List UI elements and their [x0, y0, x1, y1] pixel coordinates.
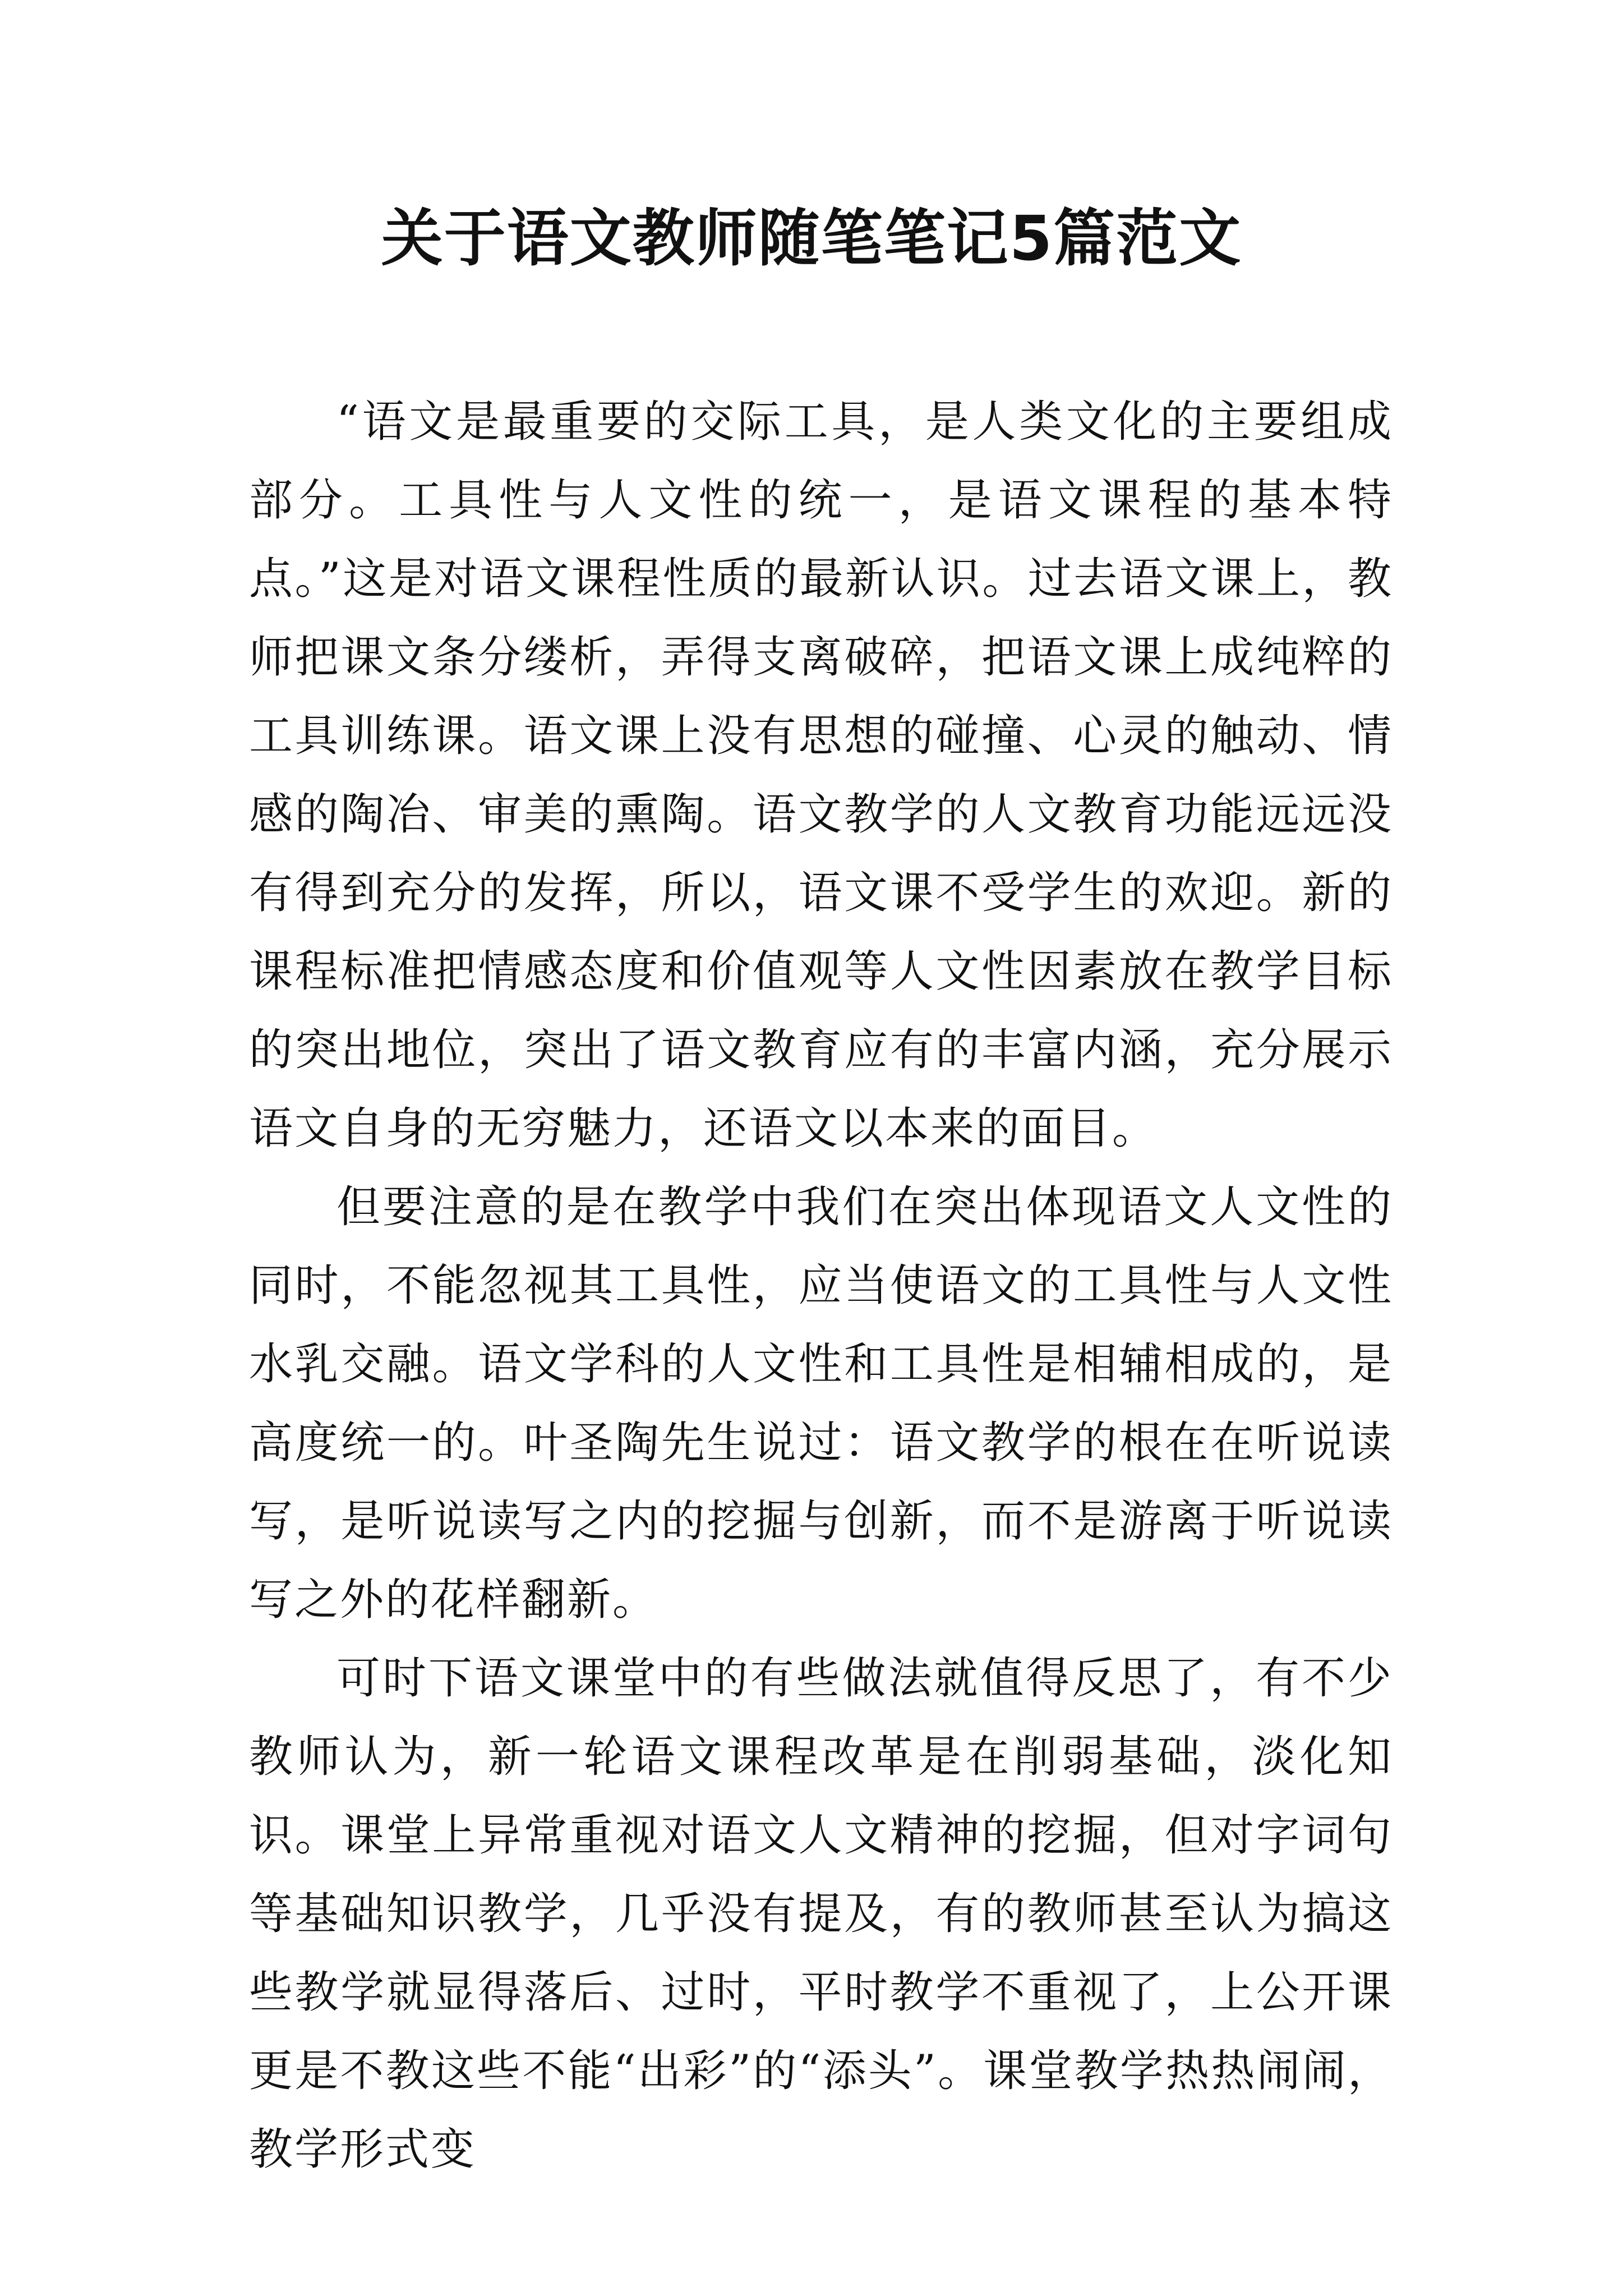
paragraph-3: 可时下语文课堂中的有些做法就值得反思了，有不少教师认为，新一轮语文课程改革是在削弱基础，淡化知识。课堂上异常重视对语文人文精神的挖掘，但对字词句等基础知识教学，几乎没有提及，有的教师甚至认为搞这些教学就显得落后、过时，平时教学不重视了，上公开课更是不教这些不能“出彩”的“添头”。课堂教学热热闹闹，教学形式变: [249, 1653, 1393, 2175]
paragraph-2: 但要注意的是在教学中我们在突出体现语文人文性的同时，不能忽视其工具性，应当使语文的工具性与人文性水乳交融。语文学科的人文性和工具性是相辅相成的，是高度统一的。叶圣陶先生说过：语文教学的根在在听说读写，是听说读写之内的挖掘与创新，而不是游离于听说读写之外的花样翻新。: [249, 1182, 1393, 1625]
paragraph-1: “语文是最重要的交际工具，是人类文化的主要组成部分。工具性与人文性的统一，是语文课程的基本特点。”这是对语文课程性质的最新认识。过去语文课上，教师把课文条分缕析，弄得支离破碎，把语文课上成纯粹的工具训练课。语文课上没有思想的碰撞、心灵的触动、情感的陶冶、审美的熏陶。语文教学的人文教育功能远远没有得到充分的发挥，所以，语文课不受学生的欢迎。新的课程标准把情感态度和价值观等人文性因素放在教学目标的突出地位，突出了语文教育应有的丰富内涵，充分展示语文自身的无穷魅力，还语文以本来的面目。: [249, 397, 1393, 1154]
document-body: [249, 383, 1393, 2189]
document-title: 关于语文教师随笔笔记5篇范文: [381, 203, 1242, 274]
